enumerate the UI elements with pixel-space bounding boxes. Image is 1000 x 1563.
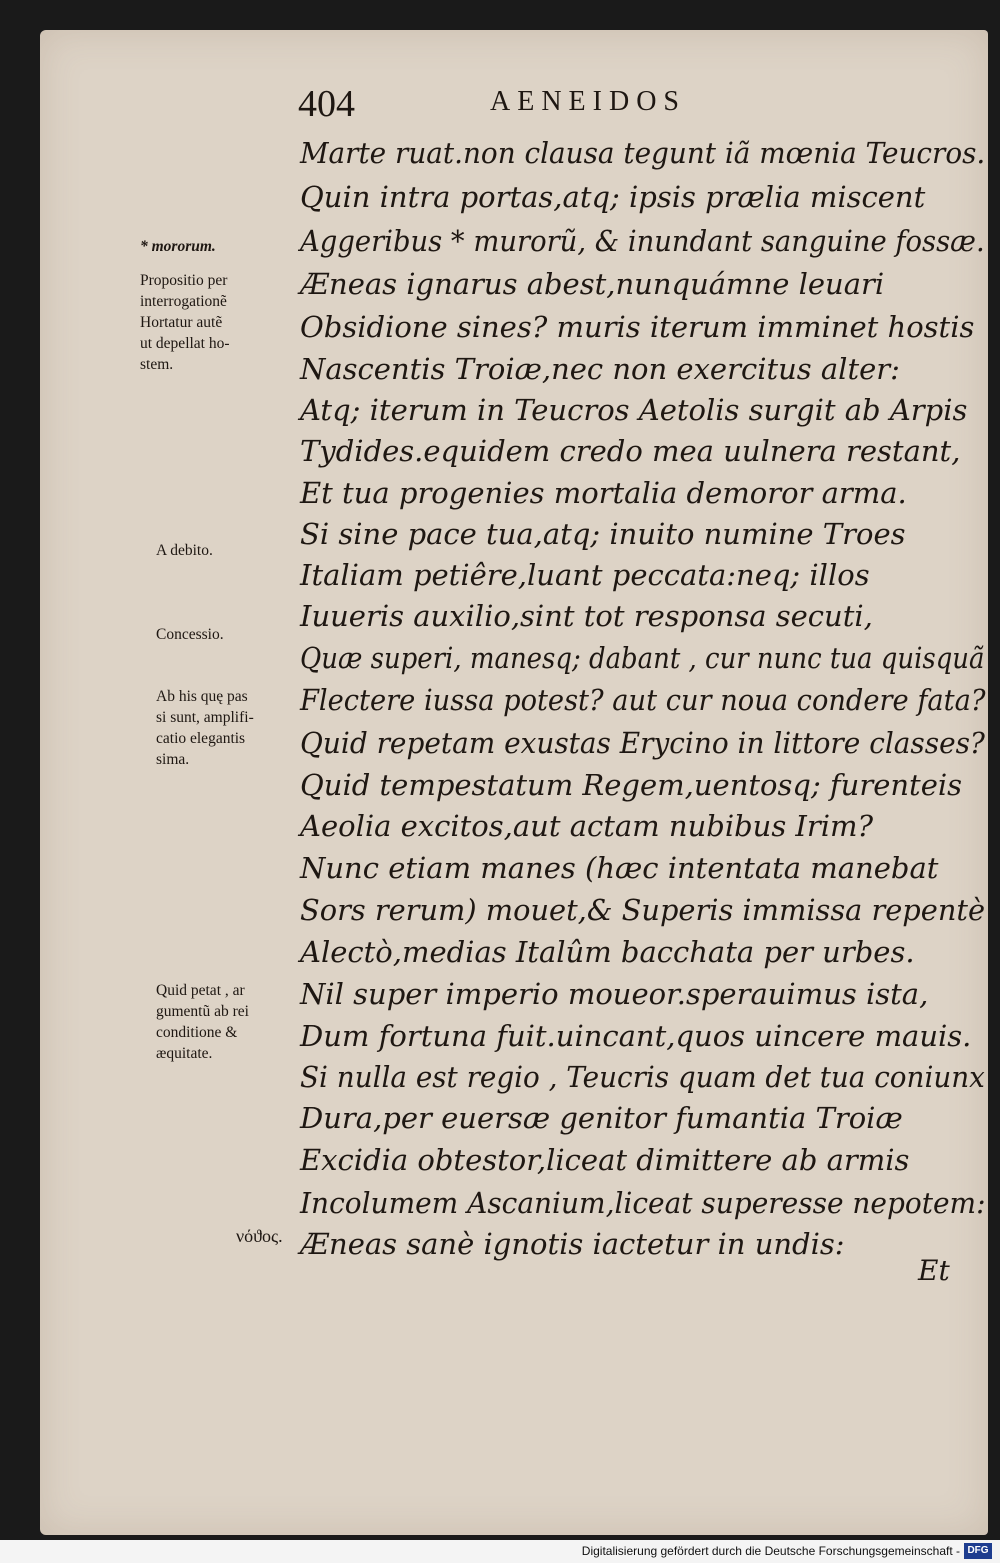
verse-line: Aggeribus * murorũ, & inundant sanguine fossæ. (300, 224, 985, 258)
verse-line: Aeolia excitos,aut actam nubibus Irim? (300, 809, 874, 843)
verse-line: Æneas sanè ignotis iactetur in undis: (300, 1227, 845, 1261)
verse-line: Nascentis Troiæ,nec non exercitus alter: (300, 352, 900, 386)
footer-credit: Digitalisierung gefördert durch die Deutsche Forschungsgemeinschaft - (581, 1544, 960, 1558)
verse-line: Quid tempestatum Regem,uentosq; furenteis (300, 768, 963, 802)
verse-line: Æneas ignarus abest,nunquámne leuari (300, 267, 885, 301)
verse-line: Quæ superi, manesq; dabant , cur nunc tua quisquã (300, 641, 985, 675)
verse-line: Nil super imperio moueor.sperauimus ista, (300, 977, 929, 1011)
verse-line: Quin intra portas,atq; ipsis prælia miscent (300, 180, 926, 214)
running-head: AENEIDOS (490, 86, 686, 117)
margin-note: * mororum. (140, 238, 216, 255)
page-number: 404 (298, 83, 355, 125)
verse-line: Iuueris auxilio,sint tot responsa secuti, (300, 599, 873, 633)
verse-line: Dura,per euersæ genitor fumantia Troiæ (300, 1101, 903, 1135)
verse-line: Incolumem Ascanium,liceat superesse nepotem: (300, 1186, 986, 1220)
dfg-logo: DFG (964, 1543, 992, 1559)
margin-note: νόϑος. (236, 1226, 283, 1246)
verse-line: Atq; iterum in Teucros Aetolis surgit ab Arpis (300, 393, 968, 427)
catchword: Et (918, 1254, 950, 1287)
verse-line: Flectere iussa potest? aut cur noua condere fata? (300, 683, 986, 717)
margin-note: Concessio. (156, 626, 224, 643)
footer-bar (0, 1540, 1000, 1563)
verse-line: Marte ruat.non clausa tegunt iã mœnia Teucros. (300, 136, 986, 170)
verse-line: Et tua progenies mortalia demoror arma. (300, 476, 907, 510)
verse-line: Sors rerum) mouet,& Superis immissa repentè (300, 893, 986, 927)
verse-line: Si nulla est regio , Teucris quam det tua coniunx (300, 1060, 985, 1094)
verse-line: Italiam petiêre,luant peccata:neq; illos (300, 558, 870, 592)
verse-line: Nunc etiam manes (hæc intentata manebat (300, 851, 939, 885)
verse-line: Tydides.equidem credo mea uulnera restant, (300, 434, 961, 468)
margin-note: Ab his quę pas si sunt, amplifi- catio elegantis sima. (156, 688, 254, 768)
verse-line: Obsidione sines? muris iterum imminet hostis (300, 310, 975, 344)
verse-line: Dum fortuna fuit.uincant,quos uincere mauis. (300, 1019, 972, 1053)
verse-line: Alectò,medias Italûm bacchata per urbes. (300, 935, 915, 969)
verse-line: Si sine pace tua,atq; inuito numine Troes (300, 517, 906, 551)
margin-note: Propositio per interrogationẽ Hortatur autẽ ut depellat ho- stem. (140, 272, 230, 373)
margin-note: A debito. (156, 542, 213, 559)
verse-line: Excidia obtestor,liceat dimittere ab armis (300, 1143, 910, 1177)
verse-line: Quid repetam exustas Erycino in littore classes? (300, 726, 985, 760)
margin-note: Quid petat , ar gumentũ ab rei conditione & æquitate. (156, 982, 249, 1062)
